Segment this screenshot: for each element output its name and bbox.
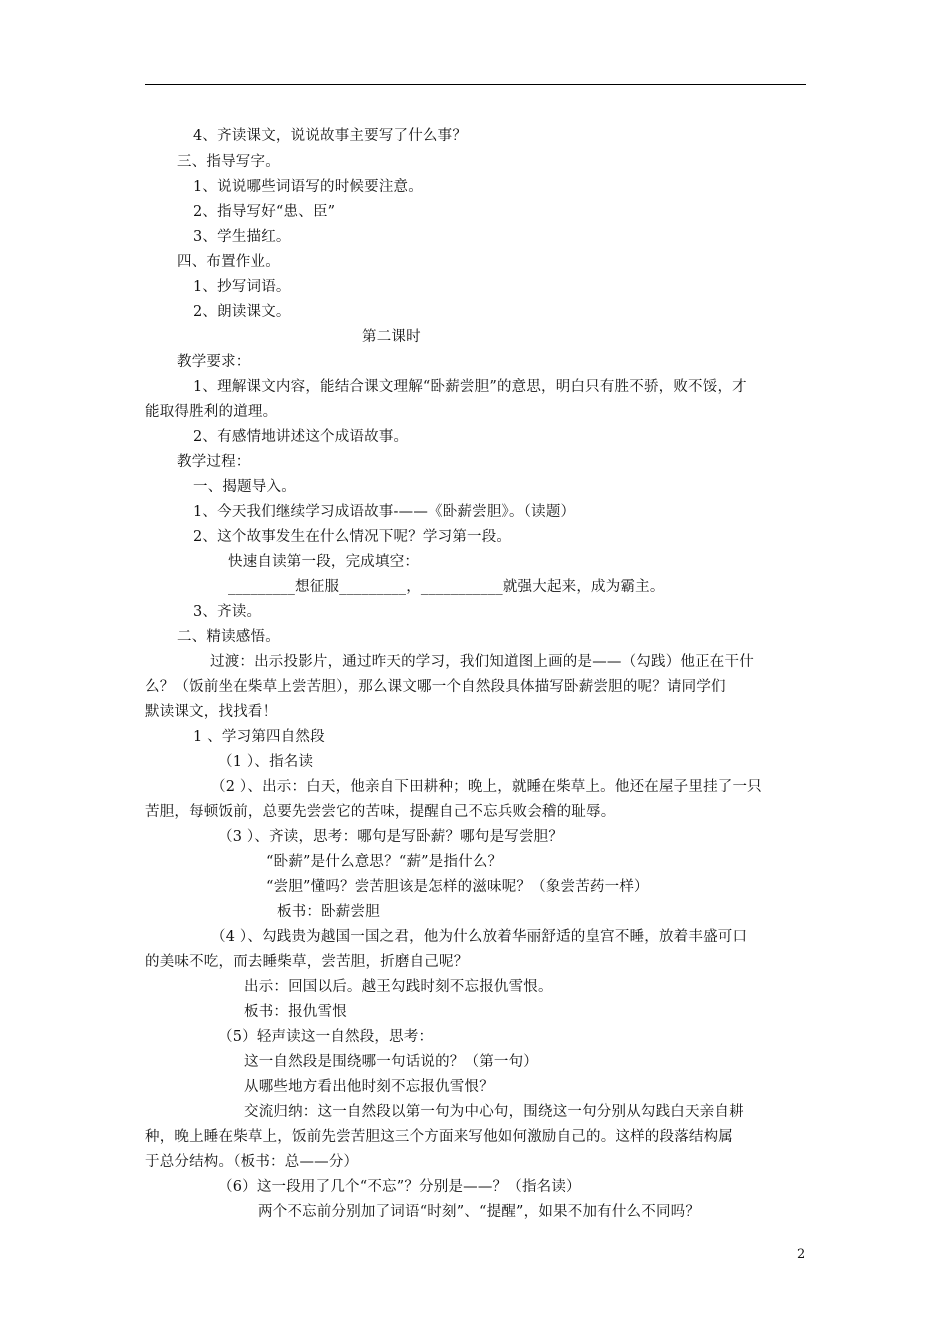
text-line: 1、今天我们继续学习成语故事-——《卧薪尝胆》。（读题）: [193, 504, 576, 520]
text-line: （5）轻声读这一自然段，思考：: [218, 1029, 434, 1045]
text-line: 2、朗读课文。: [193, 304, 291, 320]
text-line: （2 ）、出示：白天，他亲自下田耕种；晚上，就睡在柴草上。他还在屋子里挂了一只: [211, 779, 762, 795]
text-line: 4、齐读课文，说说故事主要写了什么事？: [193, 128, 468, 144]
text-line: 1、理解课文内容，能结合课文理解“卧薪尝胆”的意思，明白只有胜不骄，败不馁，才: [193, 379, 747, 395]
text-line: 板书：卧薪尝胆: [277, 904, 380, 920]
text-line: 1、抄写词语。: [193, 279, 291, 295]
text-line: （4 ）、勾践贵为越国一国之君，他为什么放着华丽舒适的皇宫不睡，放着丰盛可口: [211, 929, 748, 945]
page-number: 2: [797, 1247, 806, 1262]
text-line: “卧薪”是什么意思？“薪”是指什么？: [266, 854, 503, 870]
text-line: （6）这一段用了几个“不忘”？分别是——？（指名读）: [218, 1179, 581, 1195]
text-line: 2、这个故事发生在什么情况下呢？学习第一段。: [193, 529, 512, 545]
text-line: 能取得胜利的道理。: [145, 404, 278, 420]
text-line: 种，晚上睡在柴草上，饭前先尝苦胆这三个方面来写他如何激励自己的。这样的段落结构属: [145, 1129, 733, 1145]
text-line: （3 ）、齐读，思考：哪句是写卧薪？哪句是写尝胆？: [218, 829, 564, 845]
text-line: 3、学生描红。: [193, 229, 291, 245]
text-line: （1 ）、指名读: [218, 754, 314, 770]
text-line: 2、有感情地讲述这个成语故事。: [193, 429, 409, 445]
text-line: 两个不忘前分别加了词语“时刻”、“提醒”，如果不加有什么不同吗？: [258, 1204, 701, 1220]
text-line: “尝胆”懂吗？尝苦胆该是怎样的滋味呢？（象尝苦药一样）: [266, 879, 649, 895]
text-line: 二、精读感悟。: [177, 629, 280, 645]
text-line: 三、指导写字。: [177, 154, 280, 170]
text-line: 过渡：出示投影片，通过昨天的学习，我们知道图上画的是——（勾践）他正在干什: [210, 654, 754, 670]
section-heading: 第二课时: [362, 329, 421, 345]
text-line: 教学要求：: [177, 354, 251, 370]
text-line: 板书：报仇雪恨: [244, 1004, 347, 1020]
text-line: 么？（饭前坐在柴草上尝苦胆），那么课文哪一个自然段具体描写卧薪尝胆的呢？请同学们: [145, 679, 726, 695]
text-line: 教学过程：: [177, 454, 251, 470]
text-line: 从哪些地方看出他时刻不忘报仇雪恨？: [244, 1079, 494, 1095]
text-line: 一、揭题导入。: [193, 479, 296, 495]
text-line: 这一自然段是围绕哪一句话说的？（第一句）: [244, 1054, 538, 1070]
text-line: 苦胆，每顿饭前，总要先尝尝它的苦味，提醒自己不忘兵败会稽的耻辱。: [145, 804, 616, 820]
text-line: 1、说说哪些词语写的时候要注意。: [193, 179, 423, 195]
text-line: 交流归纳：这一自然段以第一句为中心句，围绕这一句分别从勾践白天亲自耕: [244, 1104, 744, 1120]
text-line: 3、齐读。: [193, 604, 262, 620]
text-line: 快速自读第一段，完成填空：: [228, 554, 420, 570]
text-line: 于总分结构。（板书：总——分）: [145, 1154, 359, 1170]
text-line: 2、指导写好“患、臣”: [193, 204, 336, 220]
text-line: 的美味不吃，而去睡柴草，尝苦胆，折磨自己呢？: [145, 954, 469, 970]
header-rule: [145, 84, 806, 85]
text-line: 出示：回国以后。越王勾践时刻不忘报仇雪恨。: [244, 979, 553, 995]
text-line: 1 、学习第四自然段: [193, 729, 325, 745]
text-line: 四、布置作业。: [177, 254, 280, 270]
fill-in-blank-line: _________想征服_________，___________就强大起来，成为霸主。: [228, 579, 665, 595]
text-line: 默读课文，找找看！: [145, 704, 278, 720]
